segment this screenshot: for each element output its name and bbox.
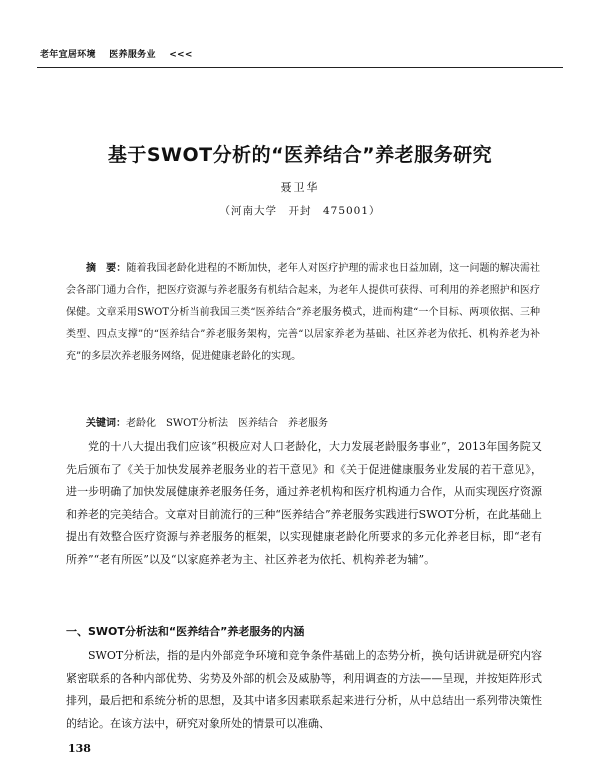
- abstract: [66, 258, 540, 368]
- header-section: 老年宜居环境: [40, 50, 96, 60]
- page-number: 138: [68, 742, 91, 755]
- keywords-label: 关键词：: [86, 418, 126, 429]
- section-paragraph: SWOT分析法，指的是内外部竞争环境和竞争条件基础上的态势分析，换句话讲就是研究内容紧密联系的各种内部优势、劣势及外部的机会及威胁等，利用调查的方法——呈现，并按矩阵形式排列，最后把和系统分析的思想，及其中诸多因素联系起来进行分析，从中总结出一系列带决策性的结论。在该方法中，研究对象所处的情景可以准确、: [66, 649, 542, 730]
- author-name: 聂卫华: [280, 181, 320, 194]
- author-affiliation: （河南大学 开封 475001）: [219, 205, 381, 217]
- keywords: [86, 414, 546, 429]
- section-heading: 一、SWOT分析法和“医养结合”养老服务的内涵: [66, 625, 305, 638]
- abstract-text: 随着我国老龄化进程的不断加快，老年人对医疗护理的需求也日益加剧，这一问题的解决需社会各部门通力合作，把医疗资源与养老服务有机结合起来，为老年人提供可获得、可利用的养老照护和医疗保健。文章采用SWOT分析当前我国三类“医养结合”养老服务模式，进而构建“一个目标、两项依据、三种类型、四点支撑”的“医养结合”养老服务架构，完善“以居家养老为基础、社区养老为依托、机构养老为补充”的多层次养老服务网络，促进健康老龄化的实现。: [66, 263, 541, 362]
- article-title: 基于SWOT分析的“医养结合”养老服务研究: [107, 144, 493, 166]
- header-arrows: <<<: [169, 50, 193, 60]
- keywords-text: 老龄化 SWOT分析法 医养结合 养老服务: [126, 418, 328, 429]
- abstract-label: 摘 要：: [86, 263, 127, 274]
- body-paragraph: 党的十八大提出我们应该“积极应对人口老龄化，大力发展老龄服务事业”，2013年国务院又先后颁布了《关于加快发展养老服务业的若干意见》和《关于促进健康服务业发展的若干意见》，进一步明确了加快发展健康养老服务任务，通过养老机构和医疗机构通力合作，从而实现医疗资源和养老的完美结合。文章对目前流行的三种“医养结合”养老服务实践进行SWOT分析，在此基础上提出有效整合医疗资源与养老服务的框架，以实现健康老龄化所要求的多元化养老目标，即“老有所养”“老有所医”以及“以家庭养老为主、社区养老为依托、机构养老为辅”。: [66, 440, 542, 566]
- header-rule: [37, 67, 563, 68]
- header-column: 医养服务业: [109, 50, 156, 60]
- running-header: [40, 47, 203, 60]
